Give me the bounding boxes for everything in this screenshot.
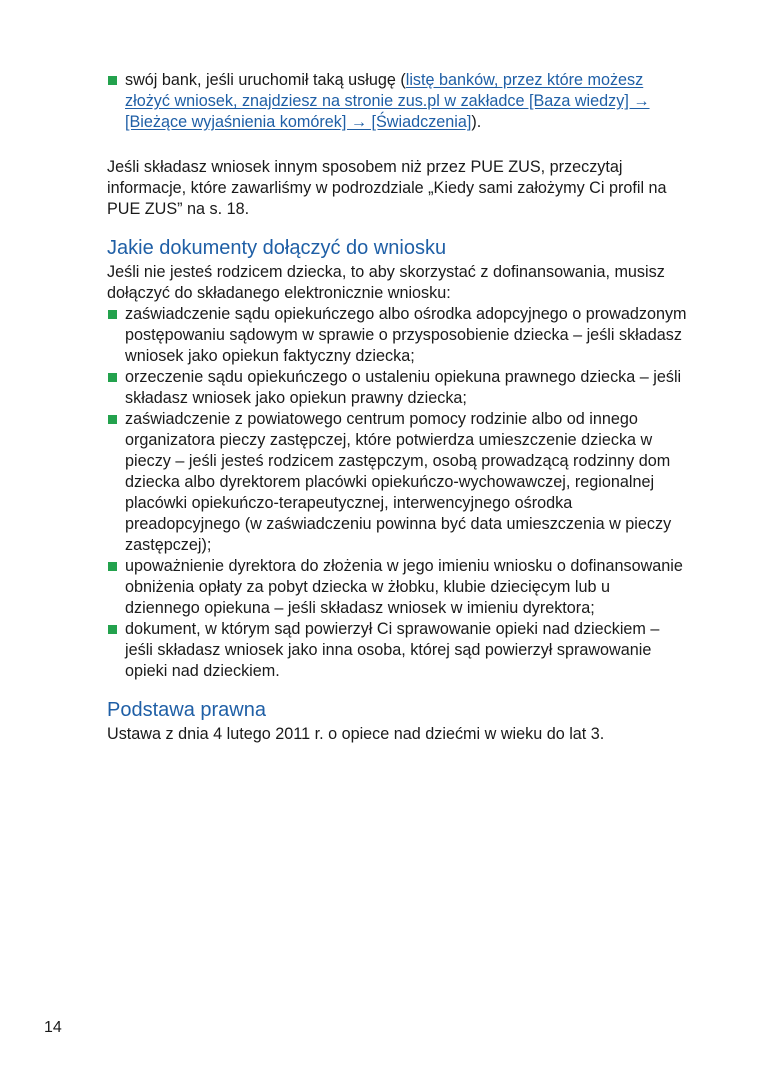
legal-basis-heading: Podstawa prawna: [107, 699, 266, 721]
document-item: [107, 367, 687, 409]
bank-list: [107, 70, 687, 133]
document-item: [107, 409, 687, 556]
pue-paragraph: Jeśli składasz wniosek innym sposobem niż przez PUE ZUS, przeczytaj informacje, które zawarliśmy w podrozdziale „Kiedy sami założymy Ci profil na PUE ZUS” na s. 18.: [107, 158, 667, 218]
documents-intro: Jeśli nie jesteś rodzicem dziecka, to aby skorzystać z dofinansowania, musisz dołączyć do składanego elektronicznie wniosku:: [107, 263, 665, 302]
document-item-text: zaświadczenie z powiatowego centrum pomocy rodzinie albo od innego organizatora pieczy zastępczej, które potwierdza umieszczenie dziecka w pieczy – jeśli jesteś rodzicem zastępczym, osobą prowadzącą rodzinny dom dziecka albo dyrektorem placówki opiekuńczo-wychowawczej, regionalnej placówki opiekuńczo-terapeutycznej, interwencyjnego ośrodka preadopcyjnego (w zaświadczeniu powinna być data umieszczenia w pieczy zastępczej);: [125, 410, 672, 554]
bank-list-link[interactable]: listę banków, przez które możesz złożyć wniosek, znajdziesz na stronie zus.pl w zakładce [Baza wiedzy] → [Bieżące wyjaśnienia komórek] → [Świadczenia]: [125, 71, 650, 131]
bullet-square-icon: [108, 310, 117, 319]
documents-list: [107, 304, 687, 682]
document-item-text: orzeczenie sądu opiekuńczego o ustaleniu opiekuna prawnego dziecka – jeśli składasz wniosek jako opiekun prawny dziecka;: [125, 368, 682, 407]
page-content: [107, 70, 687, 745]
page-number: 14: [44, 1019, 62, 1036]
document-item: [107, 556, 687, 619]
bullet-square-icon: [108, 415, 117, 424]
bank-bullet-item: [107, 70, 687, 133]
document-item: [107, 304, 687, 367]
documents-heading: Jakie dokumenty dołączyć do wniosku: [107, 237, 447, 259]
bullet-square-icon: [108, 373, 117, 382]
legal-basis-text: Ustawa z dnia 4 lutego 2011 r. o opiece nad dziećmi w wieku do lat 3.: [107, 725, 605, 743]
bullet-square-icon: [108, 562, 117, 571]
document-item-text: dokument, w którym sąd powierzył Ci sprawowanie opieki nad dzieckiem – jeśli składasz wniosek jako inna osoba, której sąd powierzył sprawowanie opieki nad dzieckiem.: [125, 620, 660, 680]
bank-bullet-text-after: ).: [471, 113, 482, 131]
bank-bullet-text-before: swój bank, jeśli uruchomił taką usługę (: [125, 71, 406, 89]
bullet-square-icon: [108, 76, 117, 85]
document-item-text: upoważnienie dyrektora do złożenia w jego imieniu wniosku o dofinansowanie obniżenia opłaty za pobyt dziecka w żłobku, klubie dziecięcym lub u dziennego opiekuna – jeśli składasz wniosek w imieniu dyrektora;: [125, 557, 683, 617]
document-item-text: zaświadczenie sądu opiekuńczego albo ośrodka adopcyjnego o prowadzonym postępowaniu sądowym w sprawie o przysposobienie dziecka – jeśli składasz wniosek jako opiekun faktyczny dziecka;: [125, 305, 687, 365]
document-item: [107, 619, 687, 682]
bullet-square-icon: [108, 625, 117, 634]
